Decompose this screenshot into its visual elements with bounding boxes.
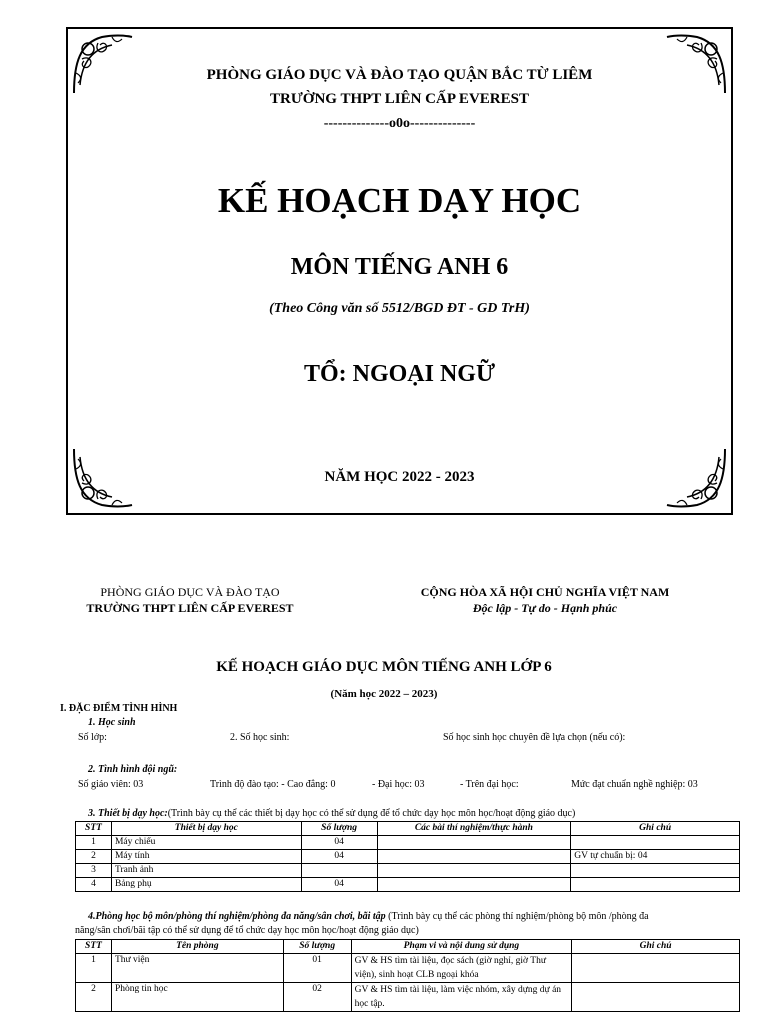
table-cell — [377, 878, 571, 892]
header-republic: CỘNG HÒA XÃ HỘI CHỦ NGHĨA VIỆT NAM — [420, 585, 670, 599]
table-cell: 4 — [76, 878, 112, 892]
cover-department: PHÒNG GIÁO DỤC VÀ ĐÀO TẠO QUẬN BẮC TỪ LIÊM — [206, 67, 593, 83]
section-heading: I. ĐẶC ĐIỂM TÌNH HÌNH — [60, 703, 178, 714]
cover-reference: (Theo Công văn số 5512/BGD ĐT - GD TrH) — [269, 301, 530, 316]
header-right — [390, 584, 700, 616]
header-school: TRƯỜNG THPT LIÊN CẤP EVEREST — [86, 601, 294, 615]
cover-frame — [66, 27, 733, 515]
table-cell: GV & HS tìm tài liệu, làm việc nhóm, xây dựng dự án học tập. — [351, 983, 572, 1012]
table-cell — [377, 850, 571, 864]
header-cell: STT — [76, 940, 112, 954]
ornament-corner-icon — [72, 33, 134, 95]
elective-students: Số học sinh học chuyên đề lựa chọn (nếu có): — [443, 732, 626, 743]
table-cell: Thư viện — [111, 954, 283, 983]
rooms-note-continued: năng/sân chơi/bãi tập có thể sử dụng để tổ chức dạy học môn học/hoạt động giáo dục) — [75, 925, 419, 936]
table-row — [76, 836, 740, 850]
staff-heading: 2. Tình hình đội ngũ: — [88, 764, 178, 775]
table-cell: Phòng tin học — [111, 983, 283, 1012]
table-row — [76, 864, 740, 878]
cover-school: TRƯỜNG THPT LIÊN CẤP EVEREST — [270, 91, 529, 107]
rooms-heading: 4.Phòng học bộ môn/phòng thí nghiệm/phòng đa năng/sân chơi, bãi tập — [88, 911, 386, 922]
num-classes: Số lớp: — [78, 732, 107, 743]
table-cell: 04 — [301, 878, 377, 892]
header-cell: Ghi chú — [571, 822, 740, 836]
table-cell: 04 — [301, 850, 377, 864]
table-row — [76, 850, 740, 864]
ornament-corner-icon — [665, 33, 727, 95]
header-department: PHÒNG GIÁO DỤC VÀ ĐÀO TẠO — [100, 585, 280, 599]
table-cell — [301, 864, 377, 878]
table-cell: 04 — [301, 836, 377, 850]
table-cell — [377, 864, 571, 878]
table-cell — [571, 836, 740, 850]
table-row — [76, 878, 740, 892]
table-cell: Tranh ảnh — [111, 864, 301, 878]
table-row — [76, 954, 740, 983]
header-cell: Các bài thí nghiệm/thực hành — [377, 822, 571, 836]
table-cell: Máy tính — [111, 850, 301, 864]
table-header-row — [76, 822, 740, 836]
equipment-heading-line — [88, 807, 575, 820]
equipment-heading: 3. Thiết bị dạy học: — [88, 808, 168, 819]
table-cell: 02 — [283, 983, 351, 1012]
table-cell: 3 — [76, 864, 112, 878]
header-left — [70, 584, 310, 616]
cover-subject: MÔN TIẾNG ANH 6 — [290, 254, 509, 280]
rooms-note: (Trình bày cụ thể các phòng thí nghiệm/phòng bộ môn /phòng đa — [385, 911, 649, 922]
professional-standard: Mức đạt chuẩn nghề nghiệp: 03 — [571, 779, 698, 790]
header-cell: Thiết bị dạy học — [111, 822, 301, 836]
header-cell: Phạm vi và nội dung sử dụng — [351, 940, 572, 954]
table-header-row — [76, 940, 740, 954]
cover-group: TỔ: NGOẠI NGỮ — [303, 361, 496, 387]
num-students: 2. Số học sinh: — [230, 732, 290, 743]
training-university: - Đại học: 03 — [372, 779, 425, 790]
table-cell — [572, 983, 740, 1012]
table-cell: 1 — [76, 954, 112, 983]
table-cell — [572, 954, 740, 983]
plan-year: (Năm học 2022 – 2023) — [330, 688, 438, 700]
plan-title: KẾ HOẠCH GIÁO DỤC MÔN TIẾNG ANH LỚP 6 — [216, 659, 552, 675]
table-row — [76, 983, 740, 1012]
header-cell: Ghi chú — [572, 940, 740, 954]
students-heading: 1. Học sinh — [88, 717, 136, 728]
table-cell: 2 — [76, 983, 112, 1012]
header-cell: Số lượng — [301, 822, 377, 836]
table-cell: GV & HS tìm tài liệu, đọc sách (giờ nghỉ, giờ Thư viện), sinh hoạt CLB ngoại khóa — [351, 954, 572, 983]
num-teachers: Số giáo viên: 03 — [78, 779, 144, 790]
header-cell: Tên phòng — [111, 940, 283, 954]
equipment-table — [75, 821, 740, 892]
table-cell: Bảng phụ — [111, 878, 301, 892]
training-postgrad: - Trên đại học: — [460, 779, 519, 790]
table-cell — [571, 878, 740, 892]
cover-separator: --------------o0o-------------- — [323, 116, 476, 131]
header-cell: STT — [76, 822, 112, 836]
table-cell: 1 — [76, 836, 112, 850]
cover-title: KẾ HOẠCH DẠY HỌC — [217, 181, 582, 220]
table-cell — [377, 836, 571, 850]
cover-year: NĂM HỌC 2022 - 2023 — [324, 469, 475, 485]
training-college: Trình độ đào tạo: - Cao đẳng: 0 — [210, 779, 336, 790]
header-cell: Số lượng — [283, 940, 351, 954]
table-cell: Máy chiếu — [111, 836, 301, 850]
rooms-heading-line — [88, 910, 649, 923]
table-cell: GV tự chuẩn bị: 04 — [571, 850, 740, 864]
rooms-table — [75, 939, 740, 1012]
equipment-note: (Trình bày cụ thể các thiết bị dạy học có thể sử dụng để tổ chức dạy học môn học/hoạt động giáo dục) — [167, 808, 576, 819]
table-cell — [571, 864, 740, 878]
table-cell: 2 — [76, 850, 112, 864]
table-cell: 01 — [283, 954, 351, 983]
header-motto: Độc lập - Tự do - Hạnh phúc — [472, 601, 618, 615]
